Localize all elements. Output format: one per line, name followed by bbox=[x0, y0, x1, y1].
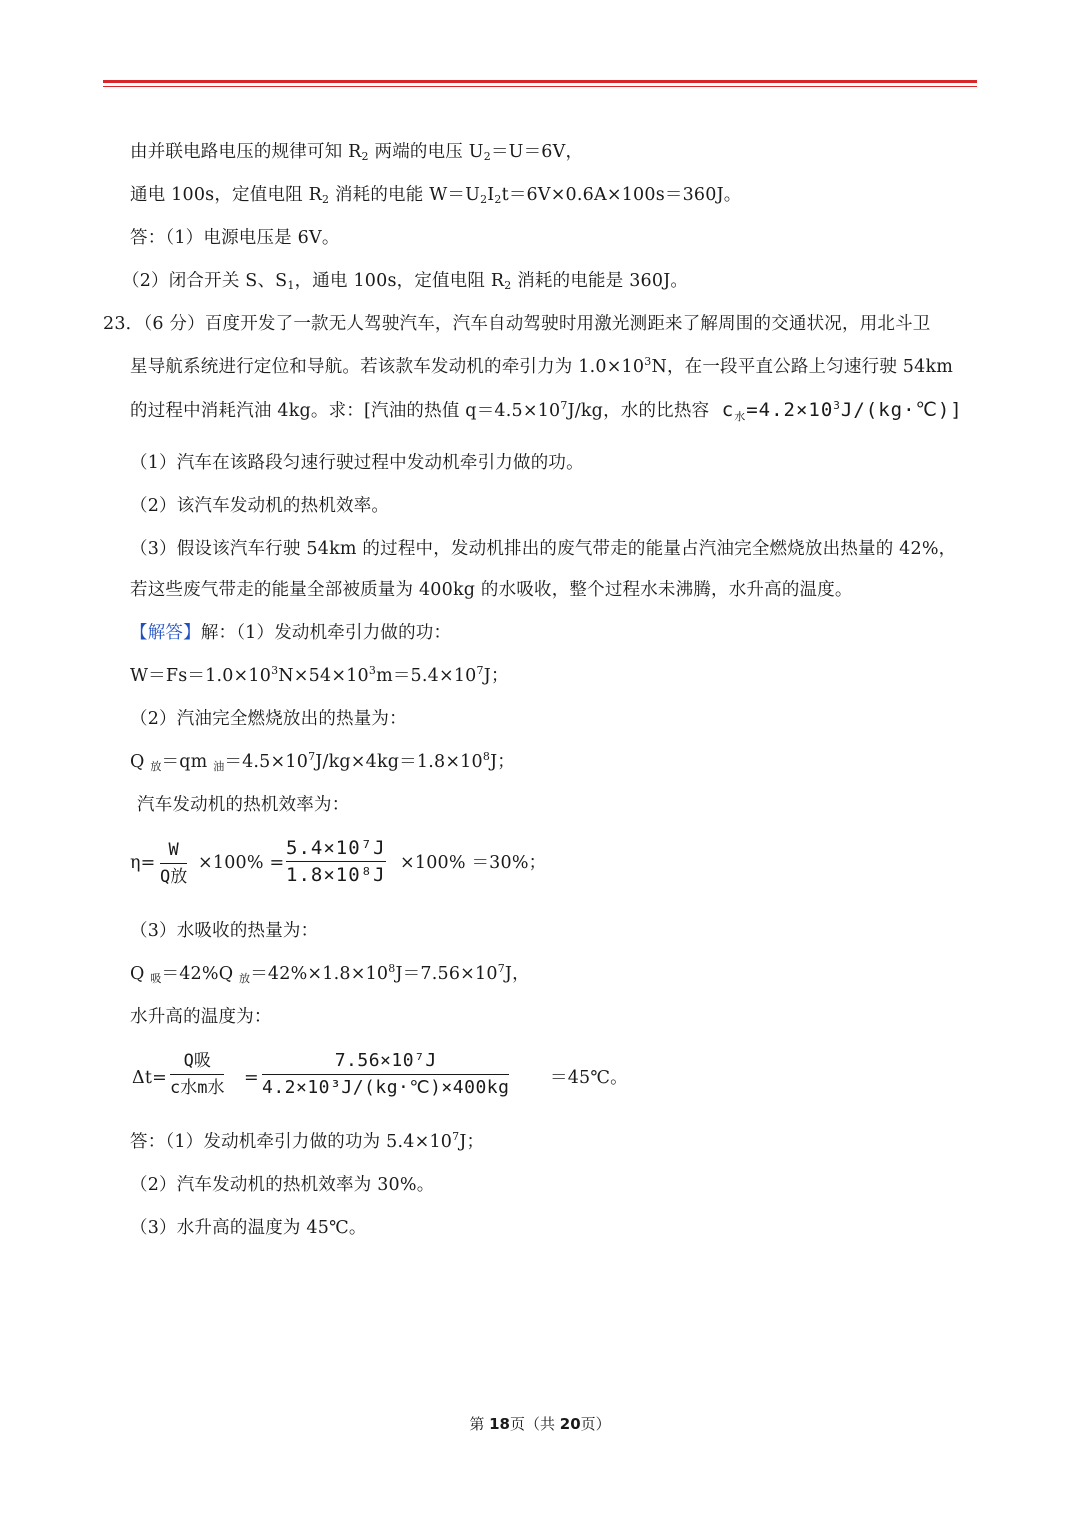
final-answer-3: （3）水升高的温度为 45℃。 bbox=[130, 1218, 367, 1238]
answer-intro: 【解答】解：（1）发动机牵引力做的功： bbox=[130, 623, 452, 643]
text-line-answer-2: （2）闭合开关 S、$S_1$，通电 100s，定值电阻 $R_2$ 消耗的电能是 360J。 bbox=[122, 271, 689, 292]
eta-mid: ×100% = bbox=[198, 853, 285, 873]
sub-question-2: （2）该汽车发动机的热机效率。 bbox=[130, 496, 390, 516]
text-line-energy: 通电 100s，定值电阻 $R_2$ 消耗的电能 $W=U_2I_2t=6V\times 0.6A\times 100s=360J$。 bbox=[130, 185, 742, 206]
dt-fraction-2: 7.56×10⁷J 4.2×10³J/(kg·℃)×400kg bbox=[262, 1050, 510, 1098]
dt-mid: = bbox=[244, 1068, 259, 1088]
specific-heat-formula: $c_水=4.2\times 10^3J/(kg\cdot℃)$] bbox=[721, 399, 963, 423]
efficiency-intro: 汽车发动机的热机效率为： bbox=[137, 795, 350, 815]
dt-tail: ＝45℃。 bbox=[550, 1068, 628, 1088]
page-footer: 第 18页（共 20页） bbox=[469, 1415, 611, 1433]
question-23-line-3: 的过程中消耗汽油 4kg。求：[汽油的热值 $q=4.5\times 10^7J/kg$，水的比热容 $c_水=4.2\times 10^3J/(kg\cdot℃)$] bbox=[130, 399, 963, 423]
total-page-number: 20 bbox=[559, 1415, 581, 1433]
eta-fraction-2: 5.4×10⁷J 1.8×10⁸J bbox=[286, 837, 386, 886]
work-equation: $W=Fs=1.0\times 10^3N\times 54\times 10^3m=5.4\times 10^7J$； bbox=[130, 664, 509, 686]
sub-question-3b: 若这些废气带走的能量全部被质量为 400kg 的水吸收，整个过程水未沸腾，水升高的温度。 bbox=[130, 580, 853, 600]
question-23-line-1: 23．（6 分）百度开发了一款无人驾驶汽车，汽车自动驾驶时用激光测距来了解周围的交通状况，用北斗卫 bbox=[103, 314, 931, 334]
heat-intro: （2）汽油完全燃烧放出的热量为： bbox=[130, 709, 407, 729]
absorbed-heat-equation: Q $_吸$＝42%Q $_放=42\%\times 1.8\times 10^8J=7.56\times 10^7J$， bbox=[130, 962, 530, 985]
final-answer-2: （2）汽车发动机的热机效率为 30%。 bbox=[130, 1175, 435, 1195]
final-answer-1: 答：（1）发动机牵引力做的功为 $5.4\times 10^7J$； bbox=[130, 1130, 485, 1152]
heat-equation: Q $_放$＝qm $_油=4.5\times 10^7J/kg\times 4kg=1.8\times 10^8J$； bbox=[130, 750, 515, 773]
text-line-parallel-voltage: 由并联电路电压的规律可知 $R_2$ 两端的电压 $U_2=U=6V$， bbox=[130, 142, 584, 163]
eta-lead: η= bbox=[130, 853, 156, 873]
eta-fraction-1: W Q放 bbox=[160, 840, 188, 887]
header-rule-thin bbox=[103, 86, 977, 87]
sub-question-1: （1）汽车在该路段匀速行驶过程中发动机牵引力做的功。 bbox=[130, 453, 584, 473]
header-rule-thick bbox=[103, 80, 977, 83]
dt-fraction-1: Q吸 c水m水 bbox=[170, 1051, 225, 1098]
sub-question-3a: （3）假设该汽车行驶 54km 的过程中，发动机排出的废气带走的能量占汽油完全燃烧放出热量的 42%， bbox=[130, 539, 957, 559]
answer-tag: 【解答】 bbox=[130, 623, 201, 643]
eta-tail: ×100% ＝30%； bbox=[400, 853, 547, 873]
question-23-line-2: 星导航系统进行定位和导航。若该款车发动机的牵引力为 $1.0\times 10^3N$，在一段平直公路上匀速行驶 54km bbox=[130, 355, 954, 377]
absorb-intro: （3）水吸收的热量为： bbox=[130, 921, 319, 941]
rise-intro: 水升高的温度为： bbox=[130, 1007, 272, 1027]
text-line-answer-1: 答：（1）电源电压是 6V。 bbox=[130, 228, 340, 248]
current-page-number: 18 bbox=[489, 1415, 510, 1433]
dt-lead: Δt= bbox=[132, 1068, 167, 1088]
